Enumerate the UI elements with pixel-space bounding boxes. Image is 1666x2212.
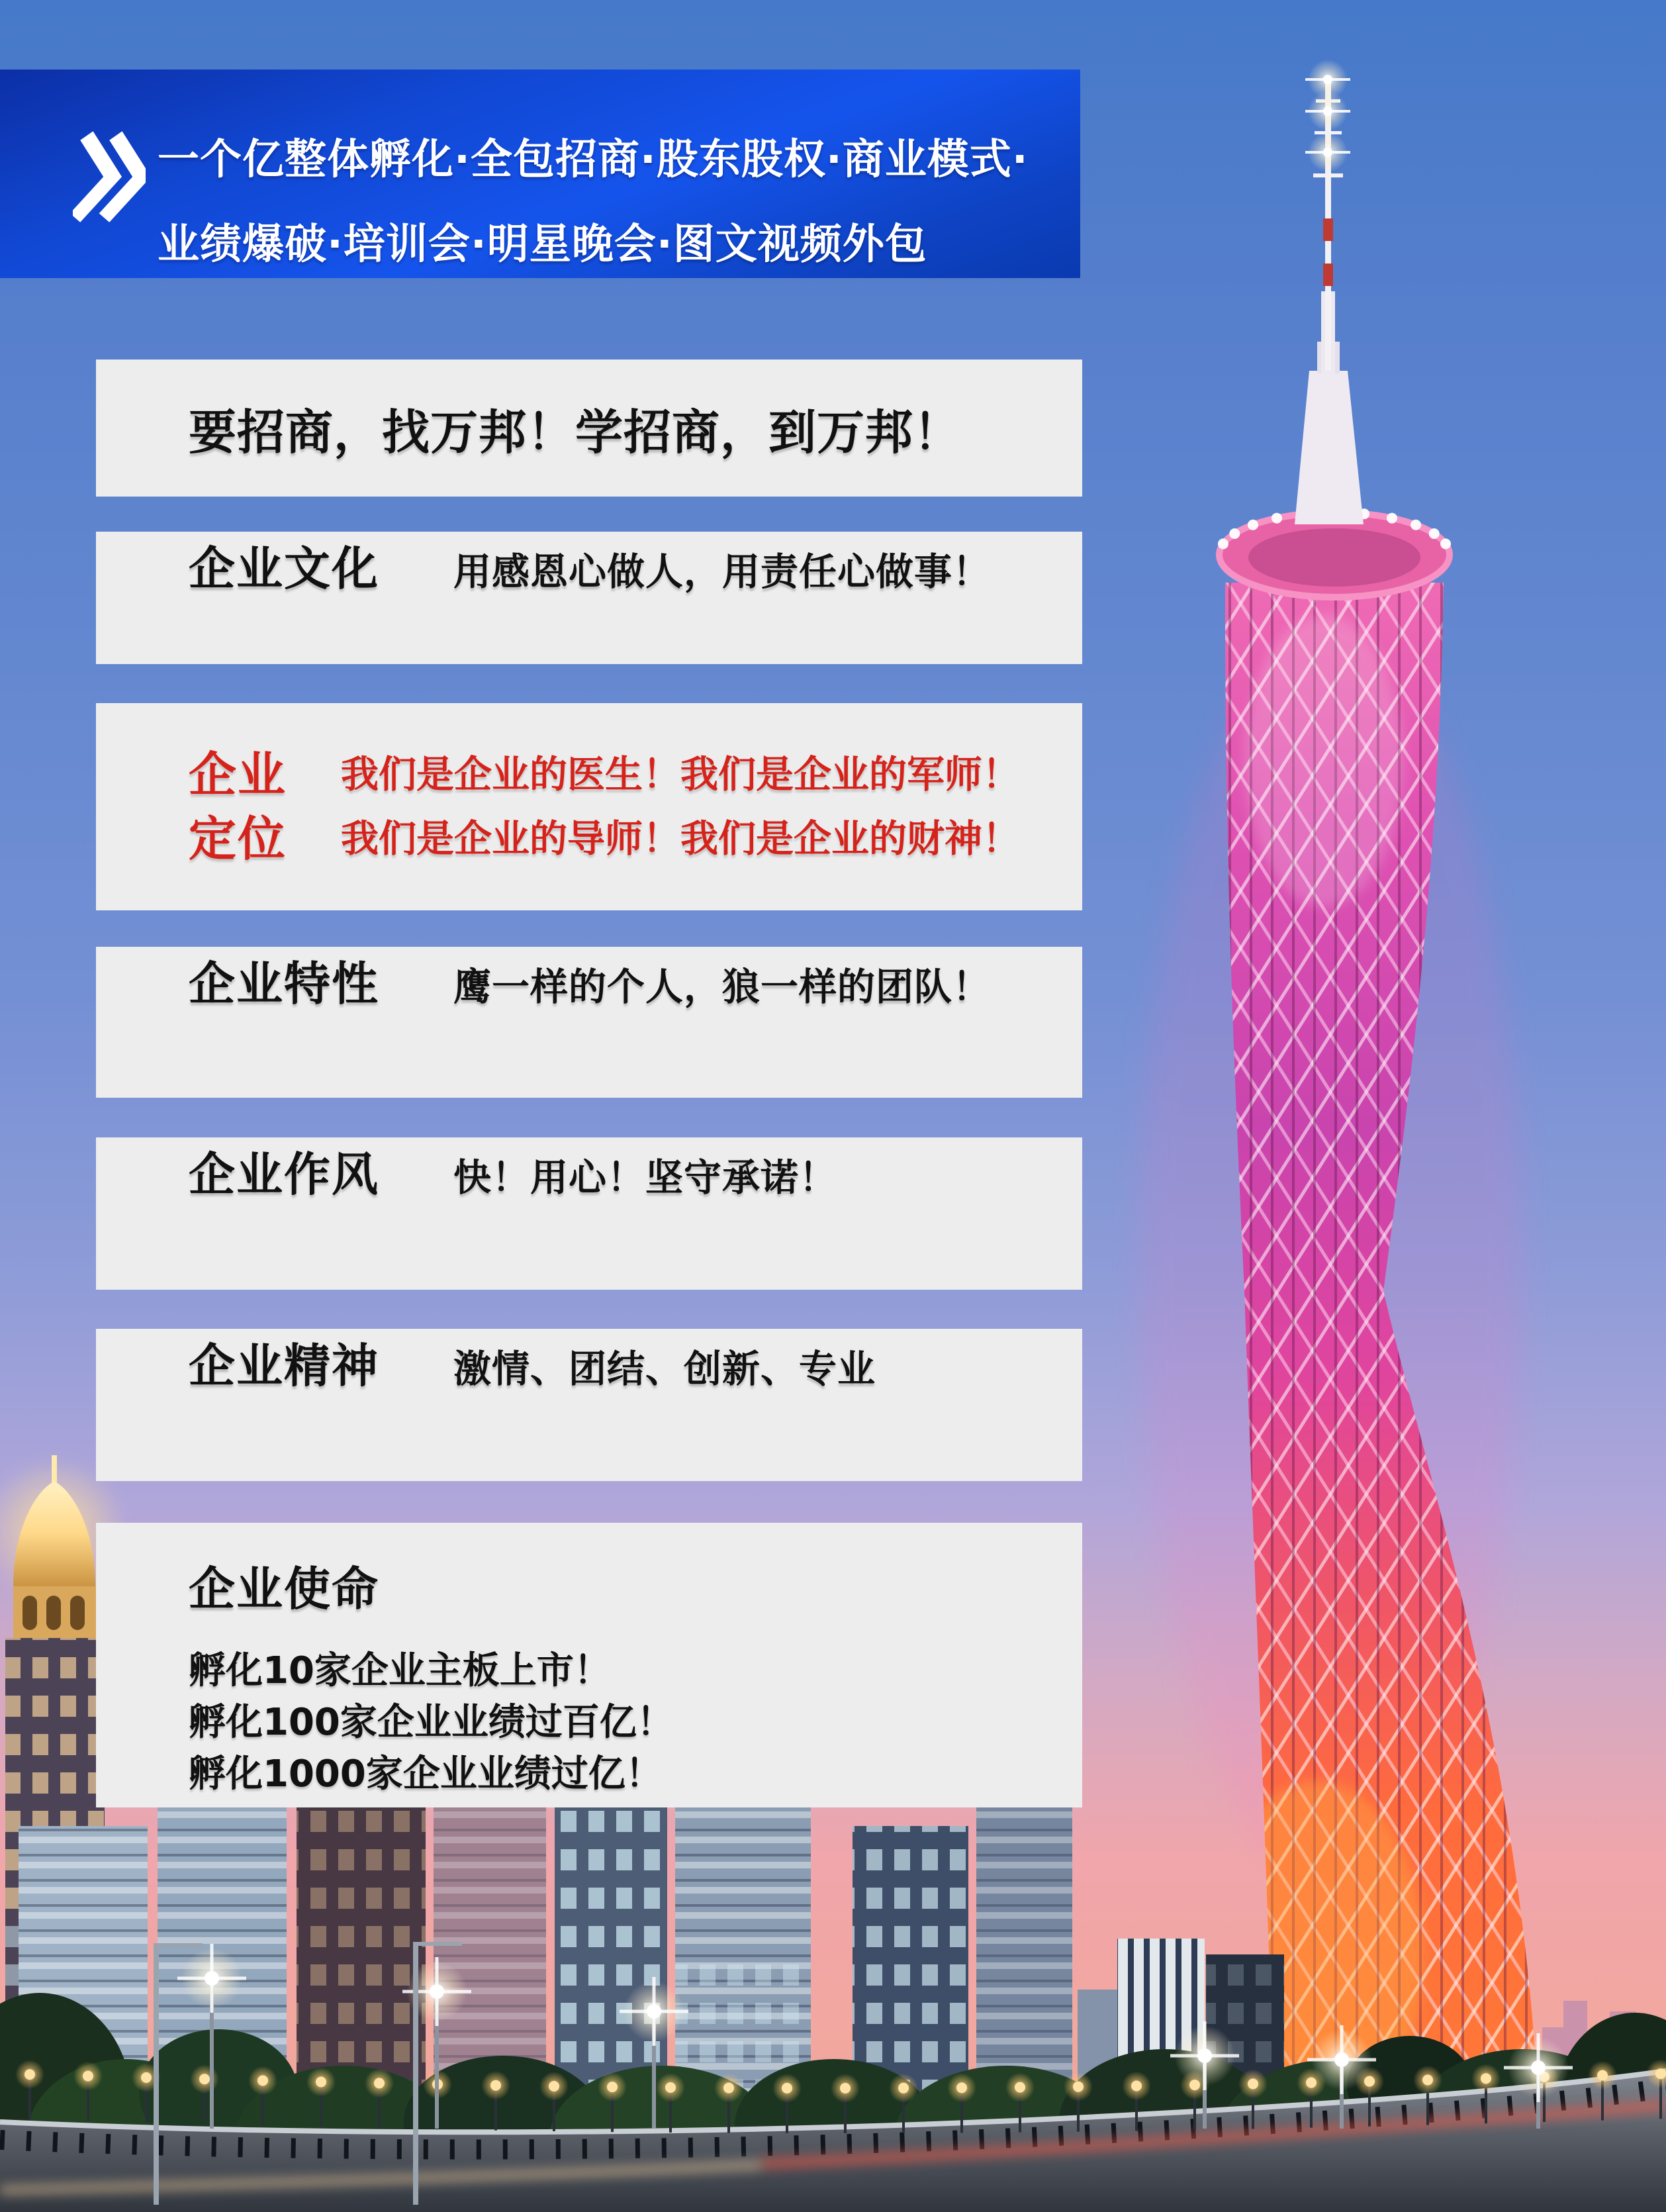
banner-text	[158, 117, 1029, 287]
card-style	[96, 1137, 1082, 1290]
banner	[0, 70, 1080, 278]
positioning-title	[189, 743, 287, 871]
spirit-title: 企业精神	[189, 1339, 379, 1393]
card-spirit	[96, 1329, 1082, 1481]
style-title: 企业作风	[189, 1147, 379, 1202]
style-text: 快！用心！坚守承诺！	[453, 1156, 837, 1200]
positioning-line2: 我们是企业的导师！我们是企业的财神！	[341, 816, 1021, 861]
mission-title: 企业使命	[189, 1562, 379, 1616]
traits-text: 鹰一样的个人，狼一样的团队！	[453, 965, 991, 1009]
card-traits	[96, 947, 1082, 1098]
traits-title: 企业特性	[189, 957, 379, 1011]
positioning-title-line2: 定位	[189, 810, 287, 867]
mission-line: 孵化10家企业主板上市！	[189, 1649, 611, 1692]
card-culture	[96, 532, 1082, 664]
card-mission	[96, 1523, 1082, 1807]
spirit-text: 激情、团结、创新、专业	[453, 1347, 876, 1391]
tower-antenna	[1295, 60, 1364, 524]
double-chevron-right-icon	[73, 130, 146, 223]
positioning-lines	[341, 743, 1020, 871]
positioning-line1: 我们是企业的医生！我们是企业的军师！	[341, 752, 1021, 796]
positioning-title-line1: 企业	[189, 746, 287, 802]
mission-line: 孵化100家企业业绩过百亿！	[189, 1701, 674, 1744]
card-slogan	[96, 360, 1082, 497]
canton-tower	[1138, 60, 1562, 2132]
card-positioning	[96, 703, 1082, 910]
banner-line1: 一个亿整体孵化·全包招商·股东股权·商业模式·	[158, 135, 1029, 183]
mission-line: 孵化1000家企业业绩过亿！	[189, 1753, 663, 1796]
banner-line2: 业绩爆破·培训会·明星晚会·图文视频外包	[158, 220, 927, 268]
culture-title: 企业文化	[189, 542, 379, 596]
slogan-text: 要招商，找万邦！学招商，到万邦！	[189, 404, 962, 460]
culture-text: 用感恩心做人，用责任心做事！	[453, 550, 991, 594]
